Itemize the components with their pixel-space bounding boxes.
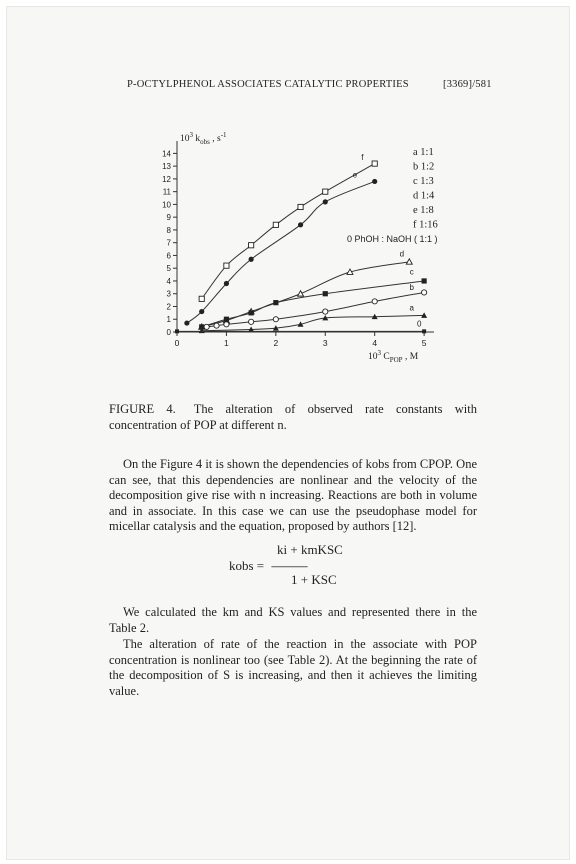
x-tick-label: 5 [421, 338, 427, 348]
y-tick-label: 12 [162, 174, 171, 184]
curve-label-0: 0 [416, 319, 422, 329]
data-point-e [323, 199, 328, 204]
body-paragraph-2: We calculated the km and KS values and represented there in the Table 2. [109, 605, 477, 635]
legend-entry: 0 PhOH : NaOH ( 1:1 ) [347, 234, 438, 244]
legend-entry: d 1:4 [413, 190, 435, 202]
curve-label-d: d [399, 249, 405, 259]
caption-label: FIGURE 4. [109, 402, 176, 416]
data-point-b [204, 324, 209, 329]
equation-numerator: ki + kmKSC [277, 542, 343, 557]
y-tick-label: 9 [166, 213, 171, 223]
x-tick-label: 4 [372, 338, 378, 348]
data-point-c [422, 278, 427, 283]
x-tick-label: 0 [174, 338, 180, 348]
data-point-e [372, 179, 377, 184]
figure-caption [109, 401, 477, 433]
data-point-f [323, 189, 328, 194]
kobs-equation [229, 542, 369, 592]
data-point-f [372, 161, 377, 166]
x-tick-label: 2 [273, 338, 279, 348]
equation-fraction-bar: ------------------ [271, 561, 307, 571]
data-point-f [298, 204, 303, 209]
data-point-d [298, 291, 304, 296]
legend-entry: c 1:3 [413, 176, 434, 187]
y-axis-label: $10^3$ $k_{obs}$ , $s^{-1}$ [180, 131, 227, 146]
caption-text: The alteration of observed rate constants with concentration of POP at different n. [109, 402, 477, 432]
legend-entry: f 1:16 [413, 219, 438, 231]
legend-entry: e 1:8 [413, 205, 434, 216]
data-point-c [249, 310, 254, 315]
y-tick-label: 14 [162, 149, 171, 159]
page-reference: [3369]/581 [443, 79, 492, 90]
data-point-f [249, 243, 254, 248]
data-point-b [214, 323, 219, 328]
equation-denominator: 1 + KSC [291, 572, 337, 587]
x-tick-label: 3 [322, 338, 328, 348]
data-point-b [249, 319, 254, 324]
paper-page [6, 6, 570, 860]
legend-entry: a 1:1 [413, 147, 434, 158]
data-point-c [224, 317, 229, 322]
curve-label-f: f [361, 152, 364, 162]
data-point-e [249, 257, 254, 262]
data-point-f [199, 296, 204, 301]
y-tick-label: 8 [166, 225, 171, 235]
y-tick-label: 7 [166, 238, 171, 248]
running-title: P-OCTYLPHENOL ASSOCIATES CATALYTIC PROPERTIES [127, 79, 409, 90]
data-point-0 [422, 329, 426, 333]
data-point-e [199, 309, 204, 314]
y-tick-label: 5 [166, 264, 171, 274]
legend-entry: b 1:2 [413, 161, 435, 173]
curve-label-b: b [409, 282, 414, 292]
data-point-e [184, 320, 189, 325]
data-point-b [273, 317, 278, 322]
data-point-e [298, 222, 303, 227]
y-tick-label: 2 [166, 302, 171, 312]
data-point-0 [175, 329, 179, 333]
y-tick-label: 4 [166, 276, 171, 286]
y-tick-label: 13 [162, 162, 171, 172]
y-tick-label: 11 [162, 187, 171, 197]
y-tick-label: 6 [166, 251, 171, 261]
equation-lhs: kobs = [229, 558, 265, 573]
curve-label-a: a [409, 303, 414, 313]
data-point-e [224, 281, 229, 286]
data-point-c [273, 300, 278, 305]
figure-4-chart [7, 7, 569, 387]
y-tick-label: 0 [166, 328, 171, 337]
data-point-f [273, 222, 278, 227]
curve-label-c: c [409, 267, 414, 277]
data-point-d [406, 259, 412, 264]
body-paragraph-1: On the Figure 4 it is shown the dependencies of kobs from CPOP. One can see, that this dependencies are nonlinear and the velocity of the decomposition give rise with n increasing. Reactions are both in volume and in associate. In this case we can use the pseudophase model for micellar catalysis and the equation, proposed by authors [12]. [109, 457, 477, 533]
series-line-f [202, 164, 375, 299]
y-tick-label: 3 [166, 289, 171, 299]
data-point-b [422, 290, 427, 295]
series-line-b [207, 292, 424, 329]
curve-label-e: e [352, 170, 358, 180]
y-tick-label: 1 [166, 315, 171, 325]
x-tick-label: 1 [224, 338, 229, 348]
x-axis-label: $10^3$ $C_{POP}$ , M [368, 349, 419, 364]
data-point-b [372, 299, 377, 304]
y-tick-label: 10 [162, 200, 171, 210]
data-point-b [323, 309, 328, 314]
body-paragraph-3: The alteration of rate of the reaction in the associate with POP concentration is nonlinear too (see Table 2). At the beginning the rate of the decomposition of S is increasing, and then it achieves the limiting value. [109, 637, 477, 698]
data-point-b [224, 322, 229, 327]
data-point-f [224, 263, 229, 268]
data-point-c [323, 291, 328, 296]
